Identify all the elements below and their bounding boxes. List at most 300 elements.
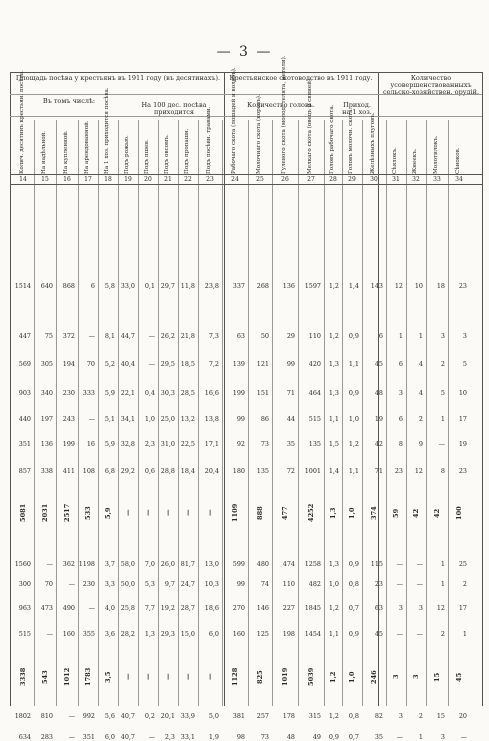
- table-cell: 136: [282, 282, 295, 290]
- table-cell: 18,6: [204, 604, 219, 612]
- column-header: Желѣзныхъ плуговъ.: [370, 112, 376, 174]
- column-number: 27: [307, 176, 315, 183]
- total-cell: 543: [41, 670, 49, 684]
- table-cell: 230: [62, 389, 75, 397]
- table-cell: 4,0: [104, 604, 115, 612]
- column-header: Сѣялокъ.: [392, 147, 398, 174]
- column-number: 17: [84, 176, 92, 183]
- table-cell: —: [88, 415, 95, 423]
- column-number: 30: [370, 176, 378, 183]
- table-cell: 1,5: [328, 440, 339, 448]
- table-cell: 1,2: [348, 440, 359, 448]
- table-cell: 0,9: [328, 733, 339, 741]
- table-cell: 73: [260, 733, 269, 741]
- table-cell: 25,8: [120, 604, 135, 612]
- table-cell: 8,1: [104, 332, 115, 340]
- column-number: 32: [412, 176, 420, 183]
- table-cell: 29,3: [160, 630, 175, 638]
- table-rule: [248, 120, 249, 706]
- table-cell: 18,5: [180, 360, 195, 368]
- table-cell: 351: [18, 440, 31, 448]
- total-cell: 246: [370, 670, 378, 684]
- table-rule: [56, 120, 57, 706]
- table-cell: 6: [398, 360, 403, 368]
- table-cell: 1,2: [328, 604, 339, 612]
- table-cell: 1: [418, 733, 423, 741]
- table-cell: 12: [414, 467, 423, 475]
- table-cell: 10: [458, 389, 467, 397]
- table-cell: 143: [370, 282, 383, 290]
- group-header-per-100: На 100 дес. посѣва приходится: [141, 101, 207, 116]
- table-rule: [222, 120, 223, 706]
- group-header-area: Площадь посѣва у крестьянъ въ 1911 году (въ десятинахъ).: [15, 74, 221, 82]
- column-number: 16: [63, 176, 71, 183]
- table-cell: 30,3: [160, 389, 175, 397]
- table-cell: 81,7: [180, 560, 195, 568]
- table-cell: 29,5: [160, 360, 175, 368]
- total-cell: 825: [256, 670, 264, 684]
- total-cell: 1128: [231, 667, 239, 687]
- table-rule: [98, 120, 99, 706]
- column-number: 14: [19, 176, 27, 183]
- table-cell: 16,6: [204, 389, 219, 397]
- table-cell: 125: [256, 630, 269, 638]
- table-cell: 1198: [78, 560, 95, 568]
- table-cell: 32,8: [120, 440, 135, 448]
- table-cell: 0,9: [348, 560, 359, 568]
- total-cell: 2031: [41, 503, 49, 523]
- total-cell: 5039: [307, 667, 315, 687]
- column-header: Мелкаго скота (овецъ и свиней).: [307, 77, 313, 174]
- table-cell: 1: [418, 332, 423, 340]
- column-header: Колич. десятинъ крестьян. посѣва.: [19, 70, 25, 174]
- table-cell: 268: [256, 282, 269, 290]
- total-cell: 1783: [84, 667, 92, 687]
- table-cell: 23,8: [204, 282, 219, 290]
- table-cell: 139: [232, 360, 245, 368]
- table-cell: 1514: [14, 282, 31, 290]
- table-cell: 21,8: [180, 332, 195, 340]
- table-cell: 5,6: [104, 712, 115, 720]
- total-cell: 3: [412, 674, 420, 680]
- total-cell: 15: [433, 672, 441, 682]
- total-cell: 45: [455, 672, 463, 682]
- column-number: 22: [184, 176, 192, 183]
- table-cell: 35: [286, 440, 295, 448]
- column-number: 34: [455, 176, 463, 183]
- table-cell: —: [88, 604, 95, 612]
- table-cell: 29,2: [120, 467, 135, 475]
- table-cell: 146: [256, 604, 269, 612]
- table-cell: 6,0: [208, 630, 219, 638]
- table-rule: [10, 72, 482, 73]
- total-cell: 1,3: [329, 507, 337, 519]
- table-cell: 6: [378, 332, 383, 340]
- table-cell: 227: [282, 604, 295, 612]
- table-cell: 0,7: [348, 604, 359, 612]
- table-cell: 0,9: [348, 389, 359, 397]
- column-number: 25: [256, 176, 264, 183]
- table-cell: 135: [308, 440, 321, 448]
- table-cell: 5,3: [144, 580, 155, 588]
- table-cell: 1001: [304, 467, 321, 475]
- table-cell: 82: [374, 712, 383, 720]
- table-cell: —: [68, 733, 75, 741]
- table-cell: 197: [40, 415, 53, 423]
- table-cell: —: [416, 630, 423, 638]
- table-cell: 23: [394, 467, 403, 475]
- table-cell: 50: [260, 332, 269, 340]
- total-cell: 477: [281, 506, 289, 520]
- column-number: 21: [164, 176, 172, 183]
- table-cell: 1: [462, 630, 467, 638]
- table-cell: 44: [286, 415, 295, 423]
- column-header: Подъ пропашн.: [184, 128, 190, 174]
- table-rule: [10, 184, 482, 185]
- table-cell: 3,6: [104, 630, 115, 638]
- total-cell: 3,5: [104, 671, 112, 683]
- column-header: Молочнаго скота (коровъ).: [256, 94, 262, 174]
- table-cell: 13,8: [204, 415, 219, 423]
- table-cell: 1,0: [328, 580, 339, 588]
- total-cell: 3: [392, 674, 400, 680]
- table-cell: 1,0: [144, 415, 155, 423]
- table-cell: 40,7: [120, 712, 135, 720]
- table-cell: 58,0: [120, 560, 135, 568]
- table-cell: 1,2: [328, 282, 339, 290]
- column-header: На арендованной.: [84, 120, 90, 174]
- table-cell: 482: [308, 580, 321, 588]
- table-cell: 464: [308, 389, 321, 397]
- table-cell: 569: [18, 360, 31, 368]
- total-cell: 42: [412, 508, 420, 518]
- table-rule: [10, 116, 482, 117]
- table-cell: 634: [18, 733, 31, 741]
- table-cell: 480: [256, 560, 269, 568]
- table-cell: 338: [40, 467, 53, 475]
- table-cell: 2: [418, 712, 423, 720]
- table-cell: —: [68, 580, 75, 588]
- table-cell: 4: [418, 389, 423, 397]
- column-header: Рабочаго скота (лошадей и воловъ).: [231, 67, 237, 174]
- table-cell: 199: [232, 389, 245, 397]
- table-cell: 23: [458, 282, 467, 290]
- table-cell: 10,3: [204, 580, 219, 588]
- table-cell: 194: [62, 360, 75, 368]
- table-cell: 19: [374, 415, 383, 423]
- table-cell: 24,7: [180, 580, 195, 588]
- table-rule: [78, 120, 79, 706]
- table-cell: 17: [458, 415, 467, 423]
- group-header-livestock-count: Количество головъ.: [247, 101, 315, 109]
- table-cell: 1,2: [328, 712, 339, 720]
- table-cell: 515: [18, 630, 31, 638]
- total-cell: 1,0: [348, 671, 356, 683]
- table-cell: 0,1: [144, 282, 155, 290]
- statistics-table: [10, 55, 482, 741]
- table-cell: 33,0: [120, 282, 135, 290]
- total-cell: —: [144, 673, 152, 681]
- table-rule: [34, 120, 35, 706]
- table-cell: —: [68, 712, 75, 720]
- table-cell: 28,2: [120, 630, 135, 638]
- column-header: Гулевого скота (молод. телята, нетели).: [281, 55, 287, 174]
- table-cell: 18: [436, 282, 445, 290]
- table-cell: 28,5: [180, 389, 195, 397]
- table-cell: 474: [282, 560, 295, 568]
- table-cell: 5,2: [104, 360, 115, 368]
- table-cell: 10: [414, 282, 423, 290]
- table-cell: 1,1: [348, 360, 359, 368]
- table-cell: 44,7: [120, 332, 135, 340]
- table-cell: 110: [282, 580, 295, 588]
- table-cell: 86: [260, 415, 269, 423]
- total-cell: —: [164, 673, 172, 681]
- table-cell: 6: [398, 415, 403, 423]
- table-cell: 1,4: [348, 282, 359, 290]
- table-cell: 857: [18, 467, 31, 475]
- table-rule: [272, 120, 273, 706]
- column-header: На 1 хоз. приходится посѣва.: [104, 87, 110, 174]
- table-cell: 515: [308, 415, 321, 423]
- table-cell: 0,8: [348, 712, 359, 720]
- table-cell: 1,3: [328, 360, 339, 368]
- table-cell: 372: [62, 332, 75, 340]
- table-cell: 7,2: [208, 360, 219, 368]
- table-cell: 99: [286, 360, 295, 368]
- table-rule: [426, 120, 427, 706]
- table-rule: [138, 120, 139, 706]
- table-rule: [386, 120, 387, 706]
- table-cell: 45: [374, 630, 383, 638]
- table-cell: 0,4: [144, 389, 155, 397]
- table-cell: 3: [440, 733, 445, 741]
- table-cell: 5,9: [104, 440, 115, 448]
- table-cell: 35: [374, 733, 383, 741]
- table-cell: 3,3: [104, 580, 115, 588]
- table-rule: [118, 120, 119, 706]
- table-cell: 12: [436, 604, 445, 612]
- table-cell: 33,9: [180, 712, 195, 720]
- table-cell: 362: [62, 560, 75, 568]
- table-cell: 5,9: [104, 389, 115, 397]
- table-cell: 26,0: [160, 560, 175, 568]
- table-cell: 50,0: [120, 580, 135, 588]
- table-cell: 29,7: [160, 282, 175, 290]
- table-cell: 6,8: [104, 467, 115, 475]
- table-cell: 230: [82, 580, 95, 588]
- page-number: — 3 —: [216, 44, 273, 60]
- total-cell: 374: [370, 506, 378, 520]
- total-cell: 5,9: [104, 507, 112, 519]
- table-cell: 7,3: [208, 332, 219, 340]
- table-cell: 71: [286, 389, 295, 397]
- table-cell: 1,4: [328, 467, 339, 475]
- table-cell: 63: [236, 332, 245, 340]
- table-cell: 351: [82, 733, 95, 741]
- table-rule: [324, 120, 325, 706]
- table-cell: 3: [398, 604, 403, 612]
- column-number: 31: [392, 176, 400, 183]
- column-number: 15: [41, 176, 49, 183]
- total-cell: 2517: [63, 503, 71, 523]
- table-cell: 98: [236, 733, 245, 741]
- table-cell: —: [46, 630, 53, 638]
- table-cell: 315: [308, 712, 321, 720]
- table-cell: 26,2: [160, 332, 175, 340]
- table-rule: [178, 120, 179, 706]
- table-cell: 355: [82, 630, 95, 638]
- table-cell: 136: [40, 440, 53, 448]
- table-cell: 73: [260, 440, 269, 448]
- table-cell: 70: [44, 580, 53, 588]
- table-cell: 3: [398, 389, 403, 397]
- table-cell: —: [148, 332, 155, 340]
- table-cell: 1597: [304, 282, 321, 290]
- total-cell: 5081: [19, 503, 27, 523]
- table-cell: 151: [256, 389, 269, 397]
- table-cell: 11,8: [180, 282, 195, 290]
- table-cell: 40,4: [120, 360, 135, 368]
- table-cell: 2: [440, 630, 445, 638]
- table-cell: 19: [458, 440, 467, 448]
- table-cell: 31,0: [160, 440, 175, 448]
- table-cell: 8: [398, 440, 403, 448]
- total-cell: 59: [392, 508, 400, 518]
- table-cell: 25: [458, 560, 467, 568]
- table-cell: —: [148, 360, 155, 368]
- table-cell: 1,1: [328, 415, 339, 423]
- group-header-livestock: Крестьянское скотоводство въ 1911 году.: [229, 74, 373, 82]
- table-cell: 963: [18, 604, 31, 612]
- table-cell: 16: [86, 440, 95, 448]
- table-cell: 992: [82, 712, 95, 720]
- column-number: 23: [206, 176, 214, 183]
- table-cell: 5: [462, 360, 467, 368]
- table-cell: 1802: [14, 712, 31, 720]
- table-cell: 1,1: [328, 630, 339, 638]
- table-cell: 2,3: [144, 440, 155, 448]
- table-cell: 473: [40, 604, 53, 612]
- table-cell: 337: [232, 282, 245, 290]
- table-cell: 8: [440, 467, 445, 475]
- table-cell: 3: [440, 332, 445, 340]
- total-cell: —: [184, 509, 192, 517]
- table-cell: —: [148, 733, 155, 741]
- table-rule: [10, 174, 482, 175]
- table-cell: 180: [232, 467, 245, 475]
- table-rule: [298, 120, 299, 706]
- table-cell: 305: [40, 360, 53, 368]
- table-cell: 340: [40, 389, 53, 397]
- table-cell: 257: [256, 712, 269, 720]
- total-cell: —: [124, 509, 132, 517]
- table-cell: 903: [18, 389, 31, 397]
- table-cell: 92: [236, 440, 245, 448]
- table-cell: 34,1: [120, 415, 135, 423]
- table-cell: 15,0: [180, 630, 195, 638]
- column-header: Сѣноков.: [455, 147, 461, 174]
- table-cell: 1,3: [144, 630, 155, 638]
- table-cell: 199: [62, 440, 75, 448]
- table-cell: 48: [374, 389, 383, 397]
- table-cell: —: [416, 580, 423, 588]
- total-cell: 4252: [307, 503, 315, 523]
- table-cell: 20: [458, 712, 467, 720]
- table-rule: [482, 72, 483, 706]
- total-cell: —: [206, 673, 214, 681]
- table-cell: 45: [374, 360, 383, 368]
- column-header: На надѣльной.: [41, 130, 47, 174]
- table-cell: 22,1: [120, 389, 135, 397]
- table-rule: [406, 120, 407, 706]
- table-cell: 5,1: [104, 415, 115, 423]
- table-cell: 7,7: [144, 604, 155, 612]
- table-cell: 40,7: [120, 733, 135, 741]
- table-cell: 1,9: [208, 733, 219, 741]
- table-cell: —: [396, 580, 403, 588]
- table-cell: 381: [232, 712, 245, 720]
- total-cell: —: [164, 509, 172, 517]
- table-cell: 5,0: [208, 712, 219, 720]
- table-cell: 33,1: [180, 733, 195, 741]
- total-cell: —: [144, 509, 152, 517]
- table-cell: 0,9: [348, 332, 359, 340]
- table-cell: 810: [40, 712, 53, 720]
- column-number: 28: [329, 176, 337, 183]
- table-cell: 108: [82, 467, 95, 475]
- table-cell: 28,8: [160, 467, 175, 475]
- total-cell: 533: [84, 506, 92, 520]
- table-cell: 599: [232, 560, 245, 568]
- table-cell: 0,8: [348, 580, 359, 588]
- table-cell: 1258: [304, 560, 321, 568]
- table-cell: 4: [418, 360, 423, 368]
- table-rule: [342, 120, 343, 706]
- table-cell: 1560: [14, 560, 31, 568]
- table-cell: 198: [282, 630, 295, 638]
- column-header: Молотилокъ.: [433, 135, 439, 174]
- table-cell: 3: [398, 712, 403, 720]
- table-cell: 640: [40, 282, 53, 290]
- table-cell: 12: [394, 282, 403, 290]
- total-cell: 1,0: [348, 507, 356, 519]
- table-cell: —: [460, 733, 467, 741]
- column-number: 20: [144, 176, 152, 183]
- table-cell: 6,0: [104, 733, 115, 741]
- table-cell: 42: [374, 440, 383, 448]
- table-cell: 115: [370, 560, 383, 568]
- table-cell: 243: [62, 415, 75, 423]
- table-cell: 0,2: [144, 712, 155, 720]
- total-cell: —: [206, 509, 214, 517]
- table-cell: 19,2: [160, 604, 175, 612]
- table-cell: 23: [458, 467, 467, 475]
- table-cell: 411: [62, 467, 75, 475]
- table-cell: 0,7: [348, 733, 359, 741]
- table-cell: 1: [440, 415, 445, 423]
- table-cell: —: [416, 560, 423, 568]
- total-cell: —: [184, 673, 192, 681]
- column-header: Подъ рожью.: [124, 135, 130, 174]
- table-cell: 0,6: [144, 467, 155, 475]
- table-cell: 74: [260, 580, 269, 588]
- table-cell: 0,9: [348, 630, 359, 638]
- table-cell: 2: [462, 580, 467, 588]
- total-cell: 888: [256, 506, 264, 520]
- column-number: 29: [348, 176, 356, 183]
- table-cell: 440: [18, 415, 31, 423]
